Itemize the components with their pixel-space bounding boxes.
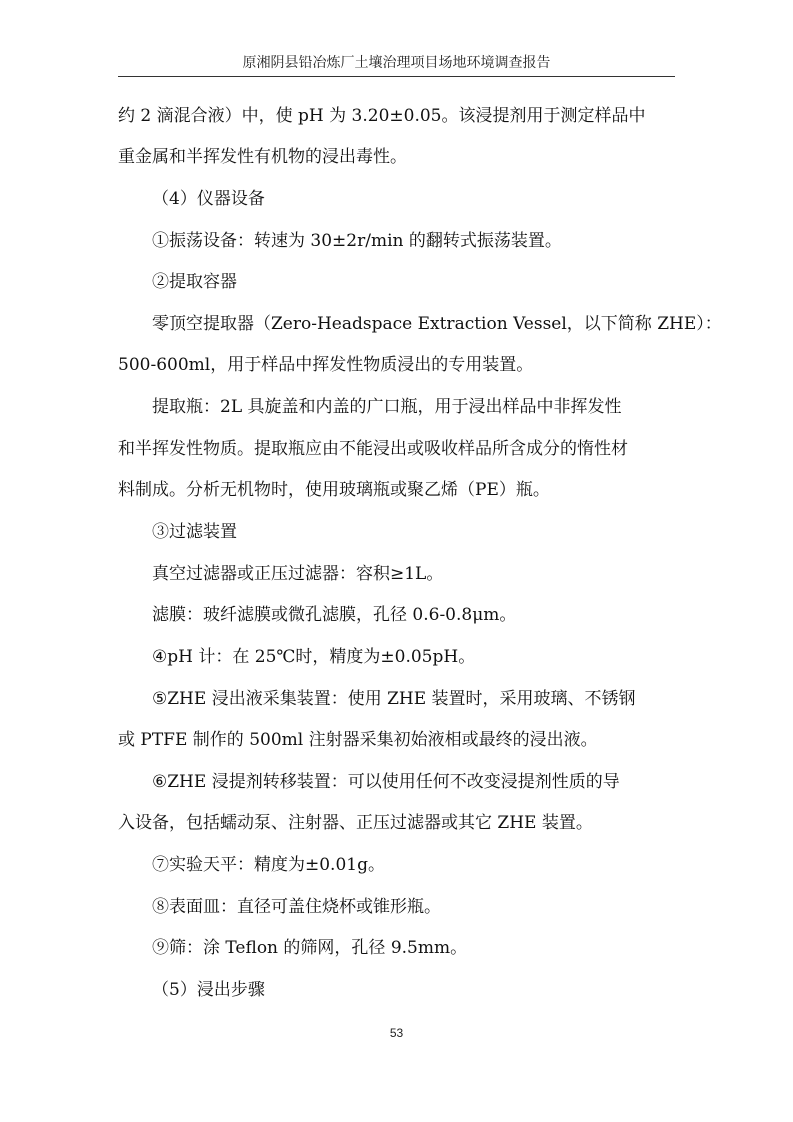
list-item: ④pH 计：在 25℃时，精度为±0.05pH。 [152, 647, 476, 667]
page-number: 53 [389, 1026, 404, 1040]
paragraph-line: 料制成。分析无机物时，使用玻璃瓶或聚乙烯（PE）瓶。 [118, 480, 550, 500]
list-item: ③过滤装置 [152, 522, 237, 542]
list-item: ①振荡设备：转速为 30±2r/min 的翻转式振荡装置。 [152, 231, 562, 251]
header-divider [118, 76, 675, 77]
paragraph-line: 提取瓶：2L 具旋盖和内盖的广口瓶，用于浸出样品中非挥发性 [152, 397, 622, 417]
section-heading: （4）仪器设备 [152, 189, 265, 209]
list-item: ⑨筛：涂 Teflon 的筛网，孔径 9.5mm。 [152, 938, 468, 958]
section-heading: （5）浸出步骤 [152, 980, 265, 1000]
paragraph-line: 和半挥发性物质。提取瓶应由不能浸出或吸收样品所含成分的惰性材 [118, 439, 628, 459]
list-item: ②提取容器 [152, 272, 237, 292]
paragraph-line: 真空过滤器或正压过滤器：容积≥1L。 [152, 564, 444, 584]
list-item: ⑤ZHE 浸出液采集装置：使用 ZHE 装置时，采用玻璃、不锈钢 [152, 689, 636, 709]
paragraph-line: 滤膜：玻纤滤膜或微孔滤膜，孔径 0.6-0.8μm。 [152, 605, 517, 625]
paragraph-line: 零顶空提取器（Zero-Headspace Extraction Vessel，以下简称 ZHE）： [152, 314, 722, 334]
paragraph-line: 入设备，包括蠕动泵、注射器、正压过滤器或其它 ZHE 装置。 [118, 813, 593, 833]
running-header: 原湘阴县铅冶炼厂土壤治理项目场地环境调查报告 [242, 55, 551, 71]
paragraph-line: 重金属和半挥发性有机物的浸出毒性。 [118, 147, 407, 167]
list-item: ⑥ZHE 浸提剂转移装置：可以使用任何不改变浸提剂性质的导 [152, 772, 620, 792]
paragraph-line: 约 2 滴混合液）中，使 pH 为 3.20±0.05。该浸提剂用于测定样品中 [118, 106, 646, 126]
list-item: ⑧表面皿：直径可盖住烧杯或锥形瓶。 [152, 897, 441, 917]
list-item: ⑦实验天平：精度为±0.01g。 [152, 855, 385, 875]
paragraph-line: 或 PTFE 制作的 500ml 注射器采集初始液相或最终的浸出液。 [118, 730, 598, 750]
paragraph-line: 500-600ml，用于样品中挥发性物质浸出的专用装置。 [118, 355, 534, 375]
